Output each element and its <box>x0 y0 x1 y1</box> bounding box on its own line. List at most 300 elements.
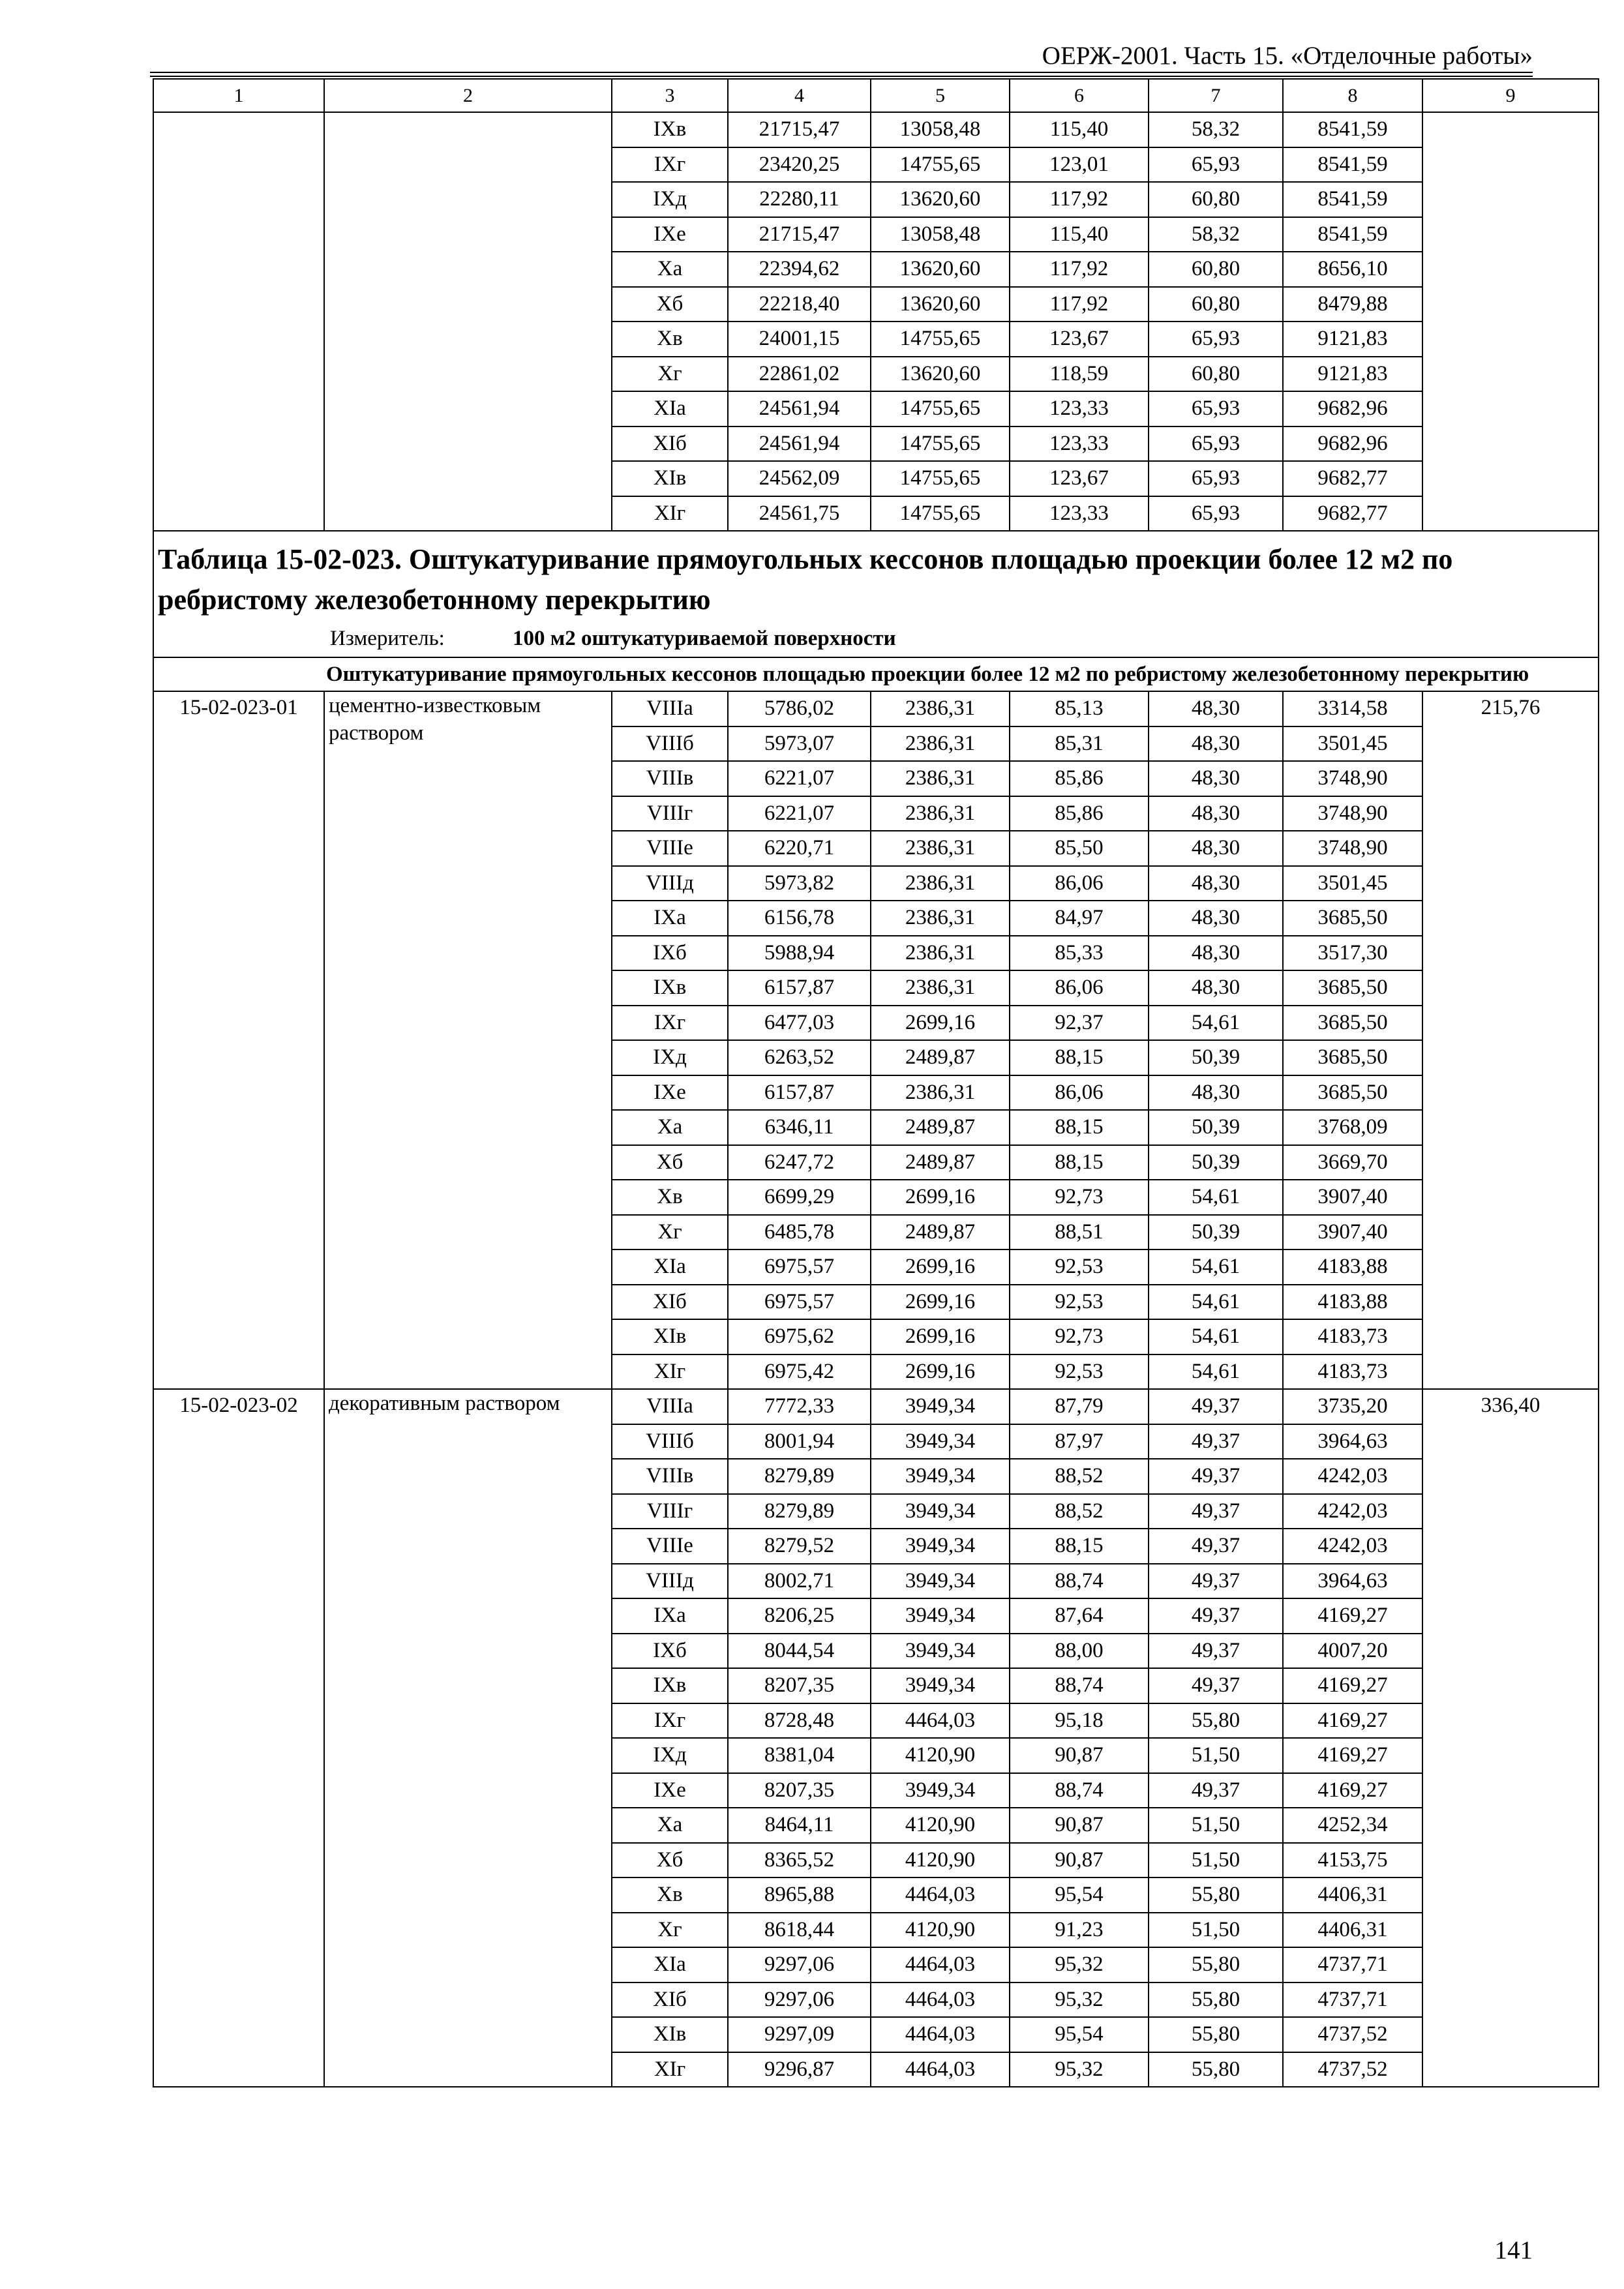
col9-value-cell: 336,40 <box>1422 1389 1599 2087</box>
value-cell: 90,87 <box>1010 1738 1149 1773</box>
value-cell: 123,33 <box>1010 426 1149 462</box>
value-cell: 6156,78 <box>728 901 871 936</box>
value-cell: 24562,09 <box>728 461 871 496</box>
value-cell: 8044,54 <box>728 1634 871 1669</box>
value-cell: 6220,71 <box>728 831 871 866</box>
value-cell: 13620,60 <box>871 182 1010 217</box>
value-cell: 85,86 <box>1010 761 1149 796</box>
value-cell: 3768,09 <box>1283 1110 1422 1145</box>
value-cell: 14755,65 <box>871 426 1010 462</box>
value-cell: 3685,50 <box>1283 901 1422 936</box>
value-cell: 90,87 <box>1010 1808 1149 1843</box>
zone-cell: XIг <box>612 496 728 531</box>
zone-cell: IXе <box>612 217 728 252</box>
value-cell: 117,92 <box>1010 182 1149 217</box>
value-cell: 3685,50 <box>1283 1040 1422 1075</box>
value-cell: 54,61 <box>1149 1354 1283 1390</box>
value-cell: 55,80 <box>1149 1878 1283 1913</box>
value-cell: 88,74 <box>1010 1668 1149 1703</box>
zone-cell: VIIIа <box>612 691 728 726</box>
value-cell: 3314,58 <box>1283 691 1422 726</box>
value-cell: 3735,20 <box>1283 1389 1422 1424</box>
value-cell: 6263,52 <box>728 1040 871 1075</box>
zone-cell: IXе <box>612 1075 728 1111</box>
value-cell: 5973,07 <box>728 726 871 762</box>
value-cell: 8541,59 <box>1283 147 1422 183</box>
value-cell: 92,53 <box>1010 1249 1149 1285</box>
value-cell: 123,33 <box>1010 496 1149 531</box>
value-cell: 49,37 <box>1149 1529 1283 1564</box>
zone-cell: XIг <box>612 1354 728 1390</box>
zone-cell: Xв <box>612 1878 728 1913</box>
zone-cell: IXд <box>612 182 728 217</box>
zone-cell: XIб <box>612 1285 728 1320</box>
value-cell: 24561,75 <box>728 496 871 531</box>
value-cell: 6157,87 <box>728 970 871 1006</box>
value-cell: 58,32 <box>1149 112 1283 147</box>
column-number-cell: 2 <box>324 79 612 112</box>
value-cell: 49,37 <box>1149 1773 1283 1808</box>
table-row <box>153 112 1599 147</box>
value-cell: 8365,52 <box>728 1843 871 1878</box>
header-rule-top <box>150 72 1533 73</box>
value-cell: 3669,70 <box>1283 1145 1422 1180</box>
value-cell: 51,50 <box>1149 1808 1283 1843</box>
value-cell: 4169,27 <box>1283 1738 1422 1773</box>
value-cell: 88,00 <box>1010 1634 1149 1669</box>
column-number-row <box>153 79 1599 112</box>
zone-cell: VIIIе <box>612 1529 728 1564</box>
value-cell: 8279,52 <box>728 1529 871 1564</box>
value-cell: 4153,75 <box>1283 1843 1422 1878</box>
zone-cell: XIв <box>612 2017 728 2052</box>
value-cell: 92,53 <box>1010 1354 1149 1390</box>
value-cell: 6221,07 <box>728 796 871 831</box>
value-cell: 60,80 <box>1149 252 1283 287</box>
value-cell: 50,39 <box>1149 1110 1283 1145</box>
value-cell: 4406,31 <box>1283 1913 1422 1948</box>
value-cell: 8618,44 <box>728 1913 871 1948</box>
value-cell: 8541,59 <box>1283 112 1422 147</box>
value-cell: 65,93 <box>1149 426 1283 462</box>
value-cell: 6157,87 <box>728 1075 871 1111</box>
zone-cell: IXд <box>612 1738 728 1773</box>
value-cell: 50,39 <box>1149 1040 1283 1075</box>
value-cell: 3949,34 <box>871 1598 1010 1634</box>
value-cell: 65,93 <box>1149 391 1283 426</box>
value-cell: 48,30 <box>1149 761 1283 796</box>
value-cell: 8728,48 <box>728 1703 871 1739</box>
zone-cell: IXб <box>612 936 728 971</box>
value-cell: 55,80 <box>1149 1982 1283 2018</box>
value-cell: 5988,94 <box>728 936 871 971</box>
value-cell: 6346,11 <box>728 1110 871 1145</box>
value-cell: 23420,25 <box>728 147 871 183</box>
table-row <box>153 1389 1599 1424</box>
value-cell: 88,15 <box>1010 1145 1149 1180</box>
value-cell: 3501,45 <box>1283 866 1422 901</box>
value-cell: 92,53 <box>1010 1285 1149 1320</box>
value-cell: 2489,87 <box>871 1040 1010 1075</box>
zone-cell: XIб <box>612 426 728 462</box>
value-cell: 4169,27 <box>1283 1773 1422 1808</box>
rate-code-cell: 15-02-023-01 <box>153 691 324 1389</box>
value-cell: 48,30 <box>1149 796 1283 831</box>
value-cell: 48,30 <box>1149 936 1283 971</box>
unit-value: 100 м2 оштукатуриваемой поверхности <box>513 627 896 650</box>
zone-cell: IXв <box>612 112 728 147</box>
value-cell: 2699,16 <box>871 1249 1010 1285</box>
value-cell: 3949,34 <box>871 1424 1010 1459</box>
value-cell: 88,52 <box>1010 1494 1149 1529</box>
value-cell: 9297,06 <box>728 1982 871 2018</box>
column-number-cell: 5 <box>871 79 1010 112</box>
zone-cell: XIв <box>612 461 728 496</box>
value-cell: 3949,34 <box>871 1564 1010 1599</box>
value-cell: 49,37 <box>1149 1598 1283 1634</box>
value-cell: 3964,63 <box>1283 1564 1422 1599</box>
value-cell: 60,80 <box>1149 287 1283 322</box>
value-cell: 14755,65 <box>871 322 1010 357</box>
value-cell: 2699,16 <box>871 1006 1010 1041</box>
value-cell: 2386,31 <box>871 970 1010 1006</box>
value-cell: 4169,27 <box>1283 1598 1422 1634</box>
value-cell: 6975,62 <box>728 1319 871 1354</box>
value-cell: 2489,87 <box>871 1215 1010 1250</box>
value-cell: 24561,94 <box>728 391 871 426</box>
column-number-cell: 1 <box>153 79 324 112</box>
value-cell: 8001,94 <box>728 1424 871 1459</box>
value-cell: 58,32 <box>1149 217 1283 252</box>
column-number-cell: 4 <box>728 79 871 112</box>
value-cell: 49,37 <box>1149 1389 1283 1424</box>
value-cell: 9121,83 <box>1283 357 1422 392</box>
value-cell: 21715,47 <box>728 112 871 147</box>
value-cell: 48,30 <box>1149 970 1283 1006</box>
value-cell: 22861,02 <box>728 357 871 392</box>
name-cell-empty <box>324 112 612 531</box>
value-cell: 65,93 <box>1149 496 1283 531</box>
column-number-cell: 8 <box>1283 79 1422 112</box>
value-cell: 4169,27 <box>1283 1703 1422 1739</box>
value-cell: 4464,03 <box>871 2017 1010 2052</box>
value-cell: 4464,03 <box>871 1703 1010 1739</box>
value-cell: 88,15 <box>1010 1529 1149 1564</box>
value-cell: 13620,60 <box>871 357 1010 392</box>
value-cell: 6699,29 <box>728 1180 871 1215</box>
value-cell: 8464,11 <box>728 1808 871 1843</box>
value-cell: 48,30 <box>1149 726 1283 762</box>
value-cell: 51,50 <box>1149 1913 1283 1948</box>
value-cell: 49,37 <box>1149 1459 1283 1494</box>
value-cell: 3949,34 <box>871 1389 1010 1424</box>
value-cell: 3949,34 <box>871 1494 1010 1529</box>
value-cell: 6975,57 <box>728 1285 871 1320</box>
value-cell: 95,54 <box>1010 2017 1149 2052</box>
column-number-cell: 6 <box>1010 79 1149 112</box>
value-cell: 3748,90 <box>1283 761 1422 796</box>
page-header-title: ОЕРЖ-2001. Часть 15. «Отделочные работы» <box>1042 42 1533 70</box>
value-cell: 85,13 <box>1010 691 1149 726</box>
value-cell: 6975,57 <box>728 1249 871 1285</box>
value-cell: 13620,60 <box>871 287 1010 322</box>
value-cell: 85,33 <box>1010 936 1149 971</box>
value-cell: 123,33 <box>1010 391 1149 426</box>
zone-cell: VIIIг <box>612 796 728 831</box>
zone-cell: XIг <box>612 2052 728 2087</box>
value-cell: 65,93 <box>1149 322 1283 357</box>
value-cell: 8206,25 <box>728 1598 871 1634</box>
rates-table-body <box>153 79 1599 2087</box>
value-cell: 50,39 <box>1149 1215 1283 1250</box>
value-cell: 95,18 <box>1010 1703 1149 1739</box>
value-cell: 4464,03 <box>871 1947 1010 1982</box>
value-cell: 4120,90 <box>871 1738 1010 1773</box>
value-cell: 6975,42 <box>728 1354 871 1390</box>
value-cell: 48,30 <box>1149 901 1283 936</box>
value-cell: 9682,96 <box>1283 391 1422 426</box>
value-cell: 51,50 <box>1149 1843 1283 1878</box>
value-cell: 6221,07 <box>728 761 871 796</box>
value-cell: 117,92 <box>1010 252 1149 287</box>
value-cell: 24561,94 <box>728 426 871 462</box>
value-cell: 4183,88 <box>1283 1285 1422 1320</box>
col9-cell-empty <box>1422 112 1599 531</box>
value-cell: 123,01 <box>1010 147 1149 183</box>
value-cell: 4242,03 <box>1283 1494 1422 1529</box>
value-cell: 3949,34 <box>871 1668 1010 1703</box>
value-cell: 54,61 <box>1149 1319 1283 1354</box>
value-cell: 4464,03 <box>871 1878 1010 1913</box>
value-cell: 85,31 <box>1010 726 1149 762</box>
value-cell: 60,80 <box>1149 182 1283 217</box>
zone-cell: VIIIв <box>612 1459 728 1494</box>
value-cell: 3949,34 <box>871 1773 1010 1808</box>
value-cell: 8541,59 <box>1283 217 1422 252</box>
zone-cell: Xа <box>612 1808 728 1843</box>
value-cell: 6485,78 <box>728 1215 871 1250</box>
value-cell: 8381,04 <box>728 1738 871 1773</box>
value-cell: 2489,87 <box>871 1110 1010 1145</box>
value-cell: 91,23 <box>1010 1913 1149 1948</box>
value-cell: 48,30 <box>1149 831 1283 866</box>
value-cell: 49,37 <box>1149 1564 1283 1599</box>
value-cell: 4406,31 <box>1283 1878 1422 1913</box>
value-cell: 85,86 <box>1010 796 1149 831</box>
value-cell: 3517,30 <box>1283 936 1422 971</box>
value-cell: 86,06 <box>1010 1075 1149 1111</box>
value-cell: 118,59 <box>1010 357 1149 392</box>
value-cell: 49,37 <box>1149 1494 1283 1529</box>
zone-cell: VIIIб <box>612 1424 728 1459</box>
zone-cell: VIIIд <box>612 866 728 901</box>
value-cell: 2386,31 <box>871 866 1010 901</box>
table-title-row <box>153 531 1599 657</box>
value-cell: 5786,02 <box>728 691 871 726</box>
zone-cell: Xб <box>612 1843 728 1878</box>
value-cell: 4464,03 <box>871 2052 1010 2087</box>
zone-cell: Xг <box>612 357 728 392</box>
value-cell: 4183,73 <box>1283 1354 1422 1390</box>
value-cell: 24001,15 <box>728 322 871 357</box>
zone-cell: Xв <box>612 322 728 357</box>
value-cell: 88,74 <box>1010 1773 1149 1808</box>
value-cell: 55,80 <box>1149 1947 1283 1982</box>
zone-cell: IXд <box>612 1040 728 1075</box>
value-cell: 86,06 <box>1010 970 1149 1006</box>
zone-cell: XIб <box>612 1982 728 2018</box>
column-number-cell: 7 <box>1149 79 1283 112</box>
value-cell: 4737,52 <box>1283 2017 1422 2052</box>
zone-cell: Xа <box>612 1110 728 1145</box>
zone-cell: XIа <box>612 1947 728 1982</box>
value-cell: 14755,65 <box>871 496 1010 531</box>
value-cell: 3949,34 <box>871 1529 1010 1564</box>
value-cell: 2699,16 <box>871 1319 1010 1354</box>
table-subtitle-row <box>153 657 1599 691</box>
value-cell: 8279,89 <box>728 1494 871 1529</box>
zone-cell: IXа <box>612 1598 728 1634</box>
zone-cell: VIIIв <box>612 761 728 796</box>
value-cell: 115,40 <box>1010 217 1149 252</box>
value-cell: 115,40 <box>1010 112 1149 147</box>
zone-cell: XIа <box>612 391 728 426</box>
zone-cell: IXе <box>612 1773 728 1808</box>
value-cell: 88,15 <box>1010 1040 1149 1075</box>
unit-label: Измеритель: <box>330 627 445 650</box>
value-cell: 22394,62 <box>728 252 871 287</box>
value-cell: 4252,34 <box>1283 1808 1422 1843</box>
zone-cell: IXг <box>612 1006 728 1041</box>
value-cell: 8002,71 <box>728 1564 871 1599</box>
value-cell: 48,30 <box>1149 691 1283 726</box>
value-cell: 9682,77 <box>1283 461 1422 496</box>
value-cell: 4464,03 <box>871 1982 1010 2018</box>
value-cell: 2386,31 <box>871 1075 1010 1111</box>
value-cell: 2699,16 <box>871 1354 1010 1390</box>
value-cell: 4183,73 <box>1283 1319 1422 1354</box>
value-cell: 3501,45 <box>1283 726 1422 762</box>
header-rule-bottom <box>150 76 1533 77</box>
value-cell: 123,67 <box>1010 461 1149 496</box>
value-cell: 9682,77 <box>1283 496 1422 531</box>
value-cell: 6247,72 <box>728 1145 871 1180</box>
zone-cell: IXб <box>612 1634 728 1669</box>
value-cell: 87,97 <box>1010 1424 1149 1459</box>
value-cell: 2386,31 <box>871 796 1010 831</box>
value-cell: 2386,31 <box>871 831 1010 866</box>
value-cell: 4183,88 <box>1283 1249 1422 1285</box>
rate-code-cell: 15-02-023-02 <box>153 1389 324 2087</box>
value-cell: 21715,47 <box>728 217 871 252</box>
value-cell: 51,50 <box>1149 1738 1283 1773</box>
zone-cell: IXг <box>612 147 728 183</box>
value-cell: 49,37 <box>1149 1668 1283 1703</box>
value-cell: 2699,16 <box>871 1180 1010 1215</box>
value-cell: 123,67 <box>1010 322 1149 357</box>
value-cell: 5973,82 <box>728 866 871 901</box>
table-title-cell <box>153 531 1599 657</box>
value-cell: 4242,03 <box>1283 1459 1422 1494</box>
value-cell: 4120,90 <box>871 1913 1010 1948</box>
zone-cell: Xг <box>612 1913 728 1948</box>
value-cell: 13620,60 <box>871 252 1010 287</box>
zone-cell: Xв <box>612 1180 728 1215</box>
zone-cell: Xа <box>612 252 728 287</box>
value-cell: 4737,52 <box>1283 2052 1422 2087</box>
value-cell: 8207,35 <box>728 1668 871 1703</box>
value-cell: 14755,65 <box>871 461 1010 496</box>
value-cell: 9297,09 <box>728 2017 871 2052</box>
zone-cell: IXв <box>612 970 728 1006</box>
table-subtitle: Оштукатуривание прямоугольных кессонов площадью проекции более 12 м2 по ребристому железобетонному перекрытию <box>153 657 1599 691</box>
value-cell: 92,73 <box>1010 1319 1149 1354</box>
value-cell: 65,93 <box>1149 147 1283 183</box>
value-cell: 85,50 <box>1010 831 1149 866</box>
value-cell: 4169,27 <box>1283 1668 1422 1703</box>
unit-line <box>158 620 1594 657</box>
value-cell: 2386,31 <box>871 691 1010 726</box>
rates-table <box>153 78 1599 2087</box>
column-number-cell: 9 <box>1422 79 1599 112</box>
column-number-cell: 3 <box>612 79 728 112</box>
table-heading: Таблица 15-02-023. Оштукатуривание прямоугольных кессонов площадью проекции более 12 м2 по ребристому железобетонному перекрытию <box>158 543 1453 616</box>
value-cell: 4120,90 <box>871 1843 1010 1878</box>
value-cell: 92,37 <box>1010 1006 1149 1041</box>
value-cell: 2386,31 <box>871 901 1010 936</box>
value-cell: 8479,88 <box>1283 287 1422 322</box>
value-cell: 2386,31 <box>871 761 1010 796</box>
value-cell: 95,32 <box>1010 1947 1149 1982</box>
col9-value-cell: 215,76 <box>1422 691 1599 1389</box>
value-cell: 4737,71 <box>1283 1947 1422 1982</box>
value-cell: 3685,50 <box>1283 1006 1422 1041</box>
zone-cell: VIIIд <box>612 1564 728 1599</box>
zone-cell: XIв <box>612 1319 728 1354</box>
rate-name-cell: декоративным раствором <box>324 1389 612 2087</box>
value-cell: 88,52 <box>1010 1459 1149 1494</box>
value-cell: 3748,90 <box>1283 831 1422 866</box>
value-cell: 22218,40 <box>728 287 871 322</box>
value-cell: 2699,16 <box>871 1285 1010 1320</box>
value-cell: 95,54 <box>1010 1878 1149 1913</box>
table-row <box>153 691 1599 726</box>
value-cell: 8279,89 <box>728 1459 871 1494</box>
value-cell: 22280,11 <box>728 182 871 217</box>
zone-cell: VIIIа <box>612 1389 728 1424</box>
value-cell: 84,97 <box>1010 901 1149 936</box>
value-cell: 3748,90 <box>1283 796 1422 831</box>
value-cell: 3907,40 <box>1283 1180 1422 1215</box>
value-cell: 7772,33 <box>728 1389 871 1424</box>
zone-cell: IXг <box>612 1703 728 1739</box>
value-cell: 88,15 <box>1010 1110 1149 1145</box>
value-cell: 92,73 <box>1010 1180 1149 1215</box>
value-cell: 3907,40 <box>1283 1215 1422 1250</box>
value-cell: 48,30 <box>1149 1075 1283 1111</box>
value-cell: 3949,34 <box>871 1459 1010 1494</box>
value-cell: 9296,87 <box>728 2052 871 2087</box>
value-cell: 3685,50 <box>1283 1075 1422 1111</box>
value-cell: 49,37 <box>1149 1424 1283 1459</box>
value-cell: 117,92 <box>1010 287 1149 322</box>
page-number: 141 <box>1494 2236 1533 2264</box>
value-cell: 54,61 <box>1149 1249 1283 1285</box>
value-cell: 14755,65 <box>871 391 1010 426</box>
value-cell: 90,87 <box>1010 1843 1149 1878</box>
value-cell: 55,80 <box>1149 2052 1283 2087</box>
value-cell: 8541,59 <box>1283 182 1422 217</box>
